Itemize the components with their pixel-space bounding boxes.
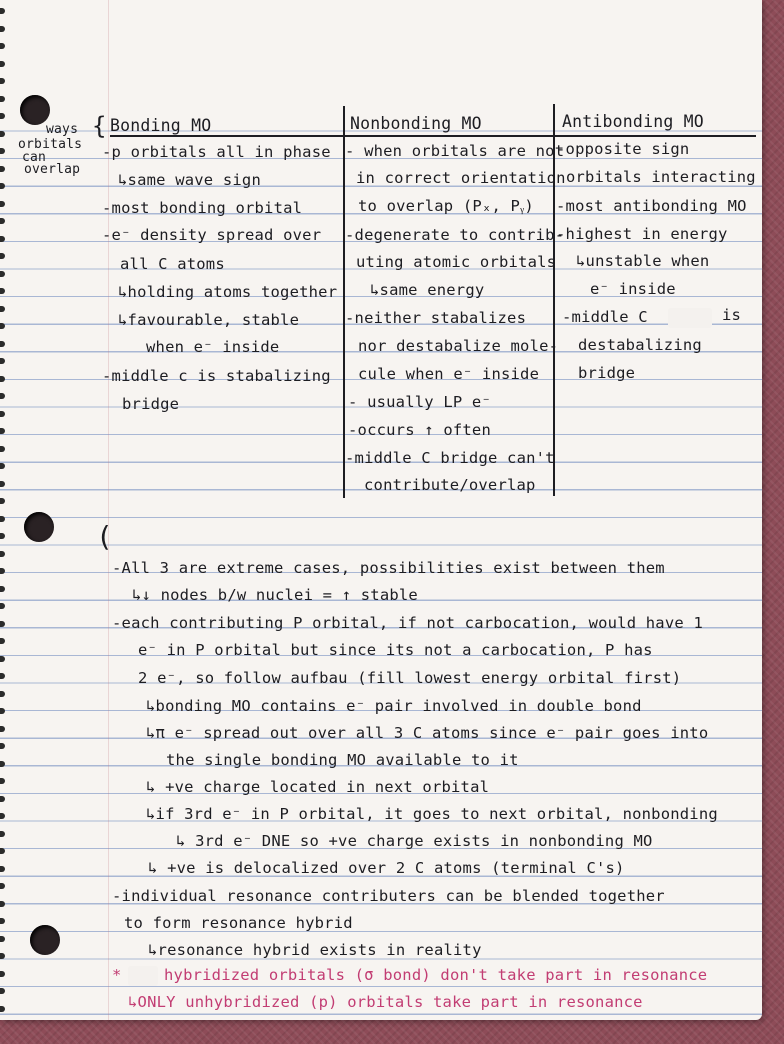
spiral-coil [0, 201, 5, 207]
bonding-line: -e⁻ density spread over [102, 226, 322, 244]
spiral-coil [0, 708, 5, 714]
note-line: ↳bonding MO contains e⁻ pair involved in double bond [146, 697, 642, 715]
spiral-coil [0, 376, 5, 382]
nonbonding-line: -degenerate to contrib- [345, 226, 565, 244]
header-bonding-mo: Bonding MO [110, 116, 212, 135]
note-line: ↳ 3rd e⁻ DNE so +ve charge exists in nonbonding MO [176, 832, 653, 850]
side-note-ways: ways [46, 122, 79, 137]
antibonding-line: destabalizing [578, 336, 702, 354]
table-divider-1 [343, 106, 345, 498]
binder-hole-top [20, 95, 50, 125]
spiral-coil [0, 341, 5, 347]
note-line: to form resonance hybrid [124, 914, 353, 932]
spiral-coil [0, 901, 5, 907]
spiral-coil [0, 61, 5, 67]
binder-hole-bottom [30, 925, 60, 955]
spiral-coil [0, 271, 5, 277]
nonbonding-line: nor destabalize mole- [358, 337, 559, 355]
note-line: -individual resonance contributers can be blended together [112, 887, 665, 905]
spiral-coil [0, 516, 5, 522]
spiral-coil [0, 638, 5, 644]
side-note-brace: { [92, 112, 107, 140]
spiral-coil [0, 621, 5, 627]
note-line: ↳ +ve is delocalized over 2 C atoms (terminal C's) [148, 859, 625, 877]
note-line: e⁻ in P orbital but since its not a carbocation, P has [138, 641, 653, 659]
note-line: ↳ +ve charge located in next orbital [146, 778, 490, 796]
spiral-coil [0, 918, 5, 924]
bonding-line: -most bonding orbital [102, 199, 303, 217]
antibonding-line: -middle C [562, 308, 648, 326]
spiral-coil [0, 988, 5, 994]
nonbonding-line: - usually LP e⁻ [348, 393, 491, 411]
spiral-coil [0, 848, 5, 854]
spiral-coil [0, 393, 5, 399]
spiral-coil [0, 288, 5, 294]
spiral-coil [0, 551, 5, 557]
spiral-coil [0, 253, 5, 259]
antibonding-line: bridge [578, 364, 636, 382]
spiral-coil [0, 761, 5, 767]
spiral-coil [0, 481, 5, 487]
binder-hole-middle [24, 512, 54, 542]
spiral-coil [0, 866, 5, 872]
spiral-coil [0, 26, 5, 32]
nonbonding-line: -neither stabalizes [345, 309, 527, 327]
spiral-coil [0, 148, 5, 154]
spiral-coil [0, 971, 5, 977]
nonbonding-line: uting atomic orbitals [356, 253, 557, 271]
spiral-coil [0, 831, 5, 837]
header-antibonding-mo: Antibonding MO [562, 112, 704, 131]
bonding-line: ↳holding atoms together [118, 283, 338, 301]
side-note-can: can [22, 150, 47, 165]
pink-note-line-2: ↳ONLY unhybridized (p) orbitals take part in resonance [128, 993, 643, 1011]
note-line: -each contributing P orbital, if not carbocation, would have 1 [112, 614, 703, 632]
bonding-line: -middle c is stabalizing [102, 367, 331, 385]
spiral-coil [0, 428, 5, 434]
spiral-coil [0, 1006, 5, 1012]
note-line: 2 e⁻, so follow aufbau (fill lowest energy orbital first) [138, 669, 682, 687]
note-line: -All 3 are extreme cases, possibilities exist between them [112, 559, 665, 577]
spiral-coil [0, 306, 5, 312]
spiral-coil [0, 813, 5, 819]
spiral-coil [0, 691, 5, 697]
spiral-coil [0, 743, 5, 749]
spiral-coil [0, 323, 5, 329]
note-line: ↳π e⁻ spread out over all 3 C atoms since e⁻ pair goes into [146, 724, 709, 742]
spiral-coil [0, 498, 5, 504]
antibonding-line: -most antibonding MO [556, 197, 747, 215]
spiral-coil [0, 166, 5, 172]
nonbonding-line: - when orbitals are not [345, 142, 565, 160]
spiral-coil [0, 936, 5, 942]
side-note-orbitals: orbitals [18, 137, 83, 152]
table-header-rule [110, 135, 756, 137]
spiral-coil [0, 568, 5, 574]
spiral-coil [0, 796, 5, 802]
blurred-region [128, 966, 158, 986]
bonding-line: when e⁻ inside [146, 338, 280, 356]
spiral-coil [0, 726, 5, 732]
note-line: ↳resonance hybrid exists in reality [148, 941, 482, 959]
nonbonding-line: -occurs ↑ often [348, 421, 491, 439]
spiral-coil [0, 673, 5, 679]
antibonding-line: orbitals interacting [566, 168, 756, 186]
pink-note-line-1: hybridized orbitals (σ bond) don't take part in resonance [164, 966, 708, 984]
antibonding-line: -highest in energy [556, 225, 728, 243]
spiral-coil [0, 603, 5, 609]
note-line: the single bonding MO available to it [166, 751, 519, 769]
bonding-line: all C atoms [120, 255, 225, 273]
pink-star: * [112, 966, 122, 984]
nonbonding-line: ↳same energy [370, 281, 485, 299]
spiral-coil [0, 778, 5, 784]
spiral-coil [0, 131, 5, 137]
antibonding-line: -opposite sign [556, 140, 690, 158]
antibonding-line: ↳unstable when [576, 252, 710, 270]
nonbonding-line: contribute/overlap [364, 476, 536, 494]
spiral-coil [0, 218, 5, 224]
spiral-coil [0, 953, 5, 959]
antibonding-line: e⁻ inside [590, 280, 676, 298]
spiral-coil [0, 586, 5, 592]
curl-mark: ( [96, 520, 114, 553]
nonbonding-line: cule when e⁻ inside [358, 365, 540, 383]
spiral-coil [0, 236, 5, 242]
spiral-coil [0, 358, 5, 364]
spiral-coil [0, 411, 5, 417]
nonbonding-line: to overlap (Pₓ, Pᵧ) [358, 197, 534, 215]
bonding-line: bridge [122, 395, 180, 413]
bonding-line: ↳same wave sign [118, 171, 261, 189]
table-divider-2 [553, 104, 555, 496]
note-line: ↳if 3rd e⁻ in P orbital, it goes to next orbital, nonbonding [146, 805, 718, 823]
spiral-coil [0, 463, 5, 469]
blurred-region [668, 308, 712, 328]
spiral-coil [0, 656, 5, 662]
header-nonbonding-mo: Nonbonding MO [350, 114, 482, 133]
spiral-coil [0, 96, 5, 102]
note-line: ↳↓ nodes b/w nuclei = ↑ stable [132, 586, 418, 604]
bonding-line: ↳favourable, stable [118, 311, 300, 329]
spiral-coil [0, 113, 5, 119]
spiral-coil [0, 883, 5, 889]
spiral-coil [0, 183, 5, 189]
spiral-coil [0, 533, 5, 539]
bonding-line: -p orbitals all in phase [102, 143, 331, 161]
antibonding-line: is [722, 306, 742, 324]
side-note-overlap: overlap [24, 162, 81, 177]
nonbonding-line: in correct orientation [356, 169, 566, 187]
spiral-coil [0, 446, 5, 452]
nonbonding-line: -middle C bridge can't [345, 449, 555, 467]
